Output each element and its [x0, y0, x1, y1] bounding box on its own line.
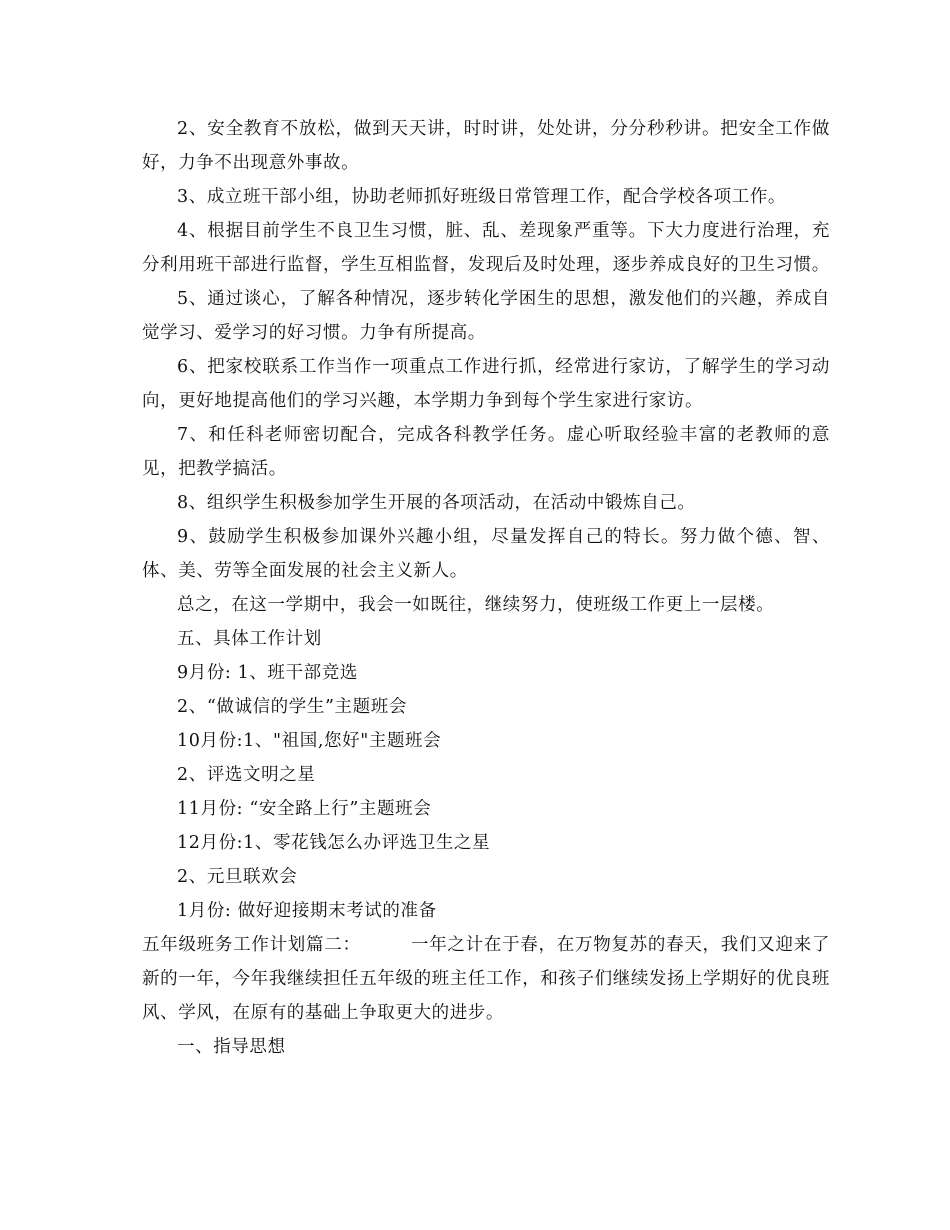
paragraph-home-visits: 6、把家校联系工作当作一项重点工作进行抓，经常进行家访，了解学生的学习动向，更好地提高他们的学习兴趣，本学期力争到每个学生家进行家访。	[142, 357, 830, 411]
plan-item-october-2: 2、评选文明之星	[177, 765, 316, 785]
plan-item-november: 11月份: “安全路上行”主题班会	[177, 799, 432, 819]
paragraph-heart-to-heart: 5、通过谈心，了解各种情况，逐步转化学困生的思想，激发他们的兴趣，养成自觉学习、爱学习的好习惯。力争有所提高。	[142, 289, 830, 343]
section-heading-work-plan: 五、具体工作计划	[177, 629, 322, 649]
paragraph-interest-groups: 9、鼓励学生积极参加课外兴趣小组，尽量发挥自己的特长。努力做个德、智、体、美、劳等全面发展的社会主义新人。	[142, 527, 830, 581]
paragraph-activities: 8、组织学生积极参加学生开展的各项活动，在活动中锻炼自己。	[177, 493, 696, 513]
plan-item-october: 10月份:1、"祖国,您好"主题班会	[177, 731, 442, 751]
paragraph-class-cadre-group: 3、成立班干部小组，协助老师抓好班级日常管理工作，配合学校各项工作。	[177, 187, 787, 207]
paragraph-article-two-intro: 五年级班务工作计划篇二： 一年之计在于春，在万物复苏的春天，我们又迎来了新的一年，今年我继续担任五年级的班主任工作，和孩子们继续发扬上学期好的优良班风、学风，在原有的基础上争取更大的进步。	[142, 935, 830, 1023]
paragraph-teacher-cooperation: 7、和任科老师密切配合，完成各科教学任务。虚心听取经验丰富的老教师的意见，把教学搞活。	[142, 425, 830, 479]
plan-item-january: 1月份: 做好迎接期末考试的准备	[177, 901, 437, 921]
plan-item-september: 9月份: 1、班干部竞选	[177, 663, 358, 683]
plan-item-december: 12月份:1、零花钱怎么办评选卫生之星	[177, 833, 491, 853]
paragraph-summary: 总之，在这一学期中，我会一如既往，继续努力，使班级工作更上一层楼。	[177, 595, 775, 615]
plan-item-september-2: 2、“做诚信的学生”主题班会	[177, 697, 407, 717]
paragraph-safety-education: 2、安全教育不放松，做到天天讲，时时讲，处处讲，分分秒秒讲。把安全工作做好，力争不出现意外事故。	[142, 119, 830, 173]
document-page	[142, 112, 830, 1064]
plan-item-december-2: 2、元旦联欢会	[177, 867, 298, 887]
paragraph-hygiene-habits: 4、根据目前学生不良卫生习惯，脏、乱、差现象严重等。下大力度进行治理，充分利用班干部进行监督，学生互相监督，发现后及时处理，逐步养成良好的卫生习惯。	[142, 221, 830, 275]
section-heading-guiding-ideology: 一、指导思想	[177, 1037, 286, 1057]
